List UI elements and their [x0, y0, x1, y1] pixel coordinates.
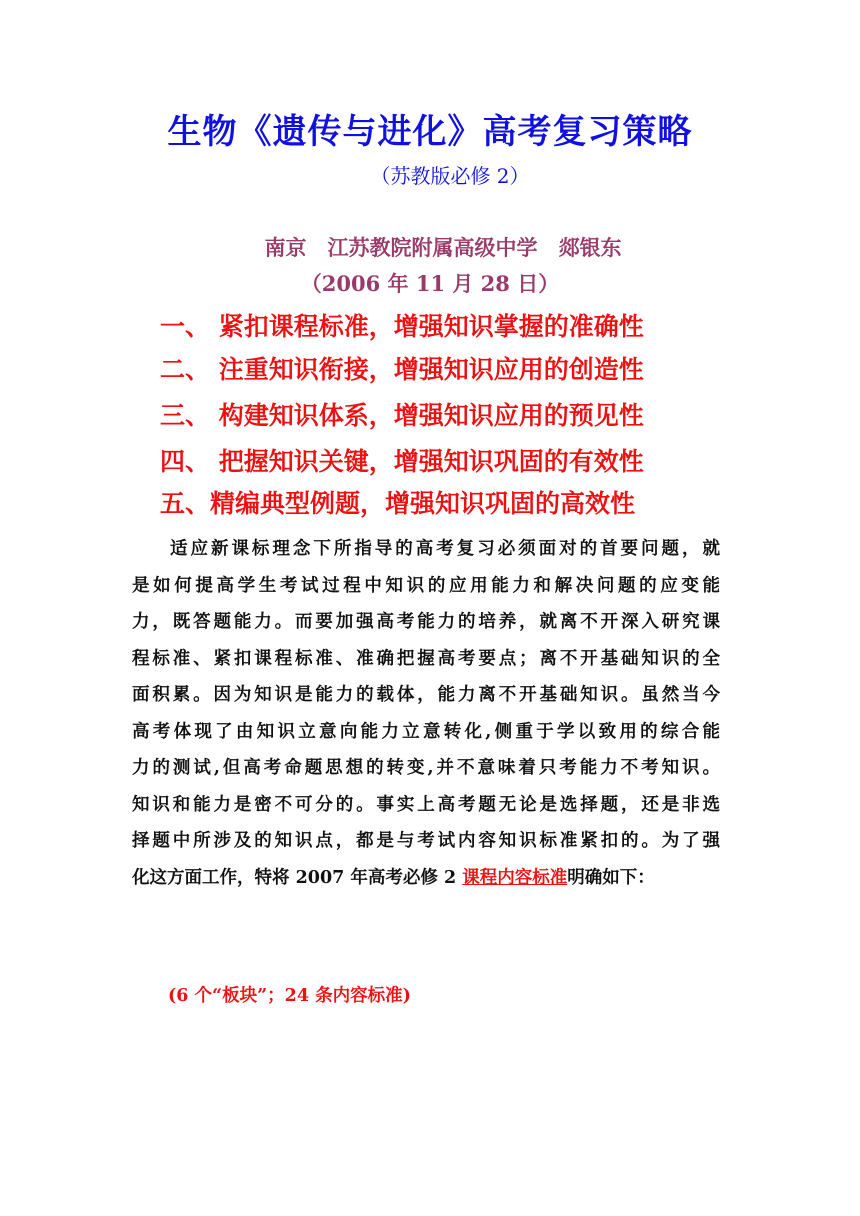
paragraph-line: 力，既答题能力。而要加强高考能力的培养，就离不开深入研究课 [132, 612, 720, 632]
paragraph-text: 化这方面工作，特将 2007 年高考必修 2 [132, 867, 463, 888]
outline-item: 四、 把握知识关键，增强知识巩固的有效性 [160, 447, 644, 476]
paragraph-last-line [132, 860, 720, 897]
outline-list [160, 306, 780, 524]
document-title: 生物《遗传与进化》高考复习策略 [167, 112, 693, 152]
paragraph-line: 适应新课标理念下所指导的高考复习必须面对的首要问题，就 [170, 539, 720, 559]
document-subtitle: （苏教版必修 2） [370, 164, 530, 188]
curriculum-standard-link[interactable]: 课程内容标准 [462, 867, 568, 888]
paragraph-text: 明确如下： [567, 867, 655, 888]
outline-item: 一、 紧扣课程标准，增强知识掌握的准确性 [160, 312, 644, 341]
paragraph-line: 是如何提高学生考试过程中知识的应用能力和解决问题的应变能 [132, 575, 720, 596]
date-line: （2006 年 11 月 28 日） [300, 271, 560, 296]
paragraph-line: 力的测试,但高考命题思想的转变,并不意味着只考能力不考知识。 [132, 758, 720, 778]
paragraph-line: 知识和能力是密不可分的。事实上高考题无论是选择题，还是非选 [132, 794, 720, 815]
content-note: (6 个“板块”；24 条内容标准) [168, 986, 411, 1006]
paragraph-line: 高考体现了由知识立意向能力立意转化,侧重于学以致用的综合能 [132, 721, 720, 742]
body-paragraph [132, 531, 720, 896]
paragraph-line: 面积累。因为知识是能力的载体，能力离不开基础知识。虽然当今 [132, 685, 720, 705]
paragraph-line: 择题中所涉及的知识点，都是与考试内容知识标准紧扣的。为了强 [132, 831, 720, 851]
outline-item: 五、精编典型例题，增强知识巩固的高效性 [160, 489, 636, 518]
author-line: 南京 江苏教院附属高级中学 郯银东 [264, 235, 622, 260]
outline-item: 三、 构建知识体系，增强知识应用的预见性 [160, 401, 644, 430]
outline-item: 二、 注重知识衔接，增强知识应用的创造性 [160, 355, 644, 384]
paragraph-line: 程标准、紧扣课程标准、准确把握高考要点；离不开基础知识的全 [132, 648, 720, 669]
